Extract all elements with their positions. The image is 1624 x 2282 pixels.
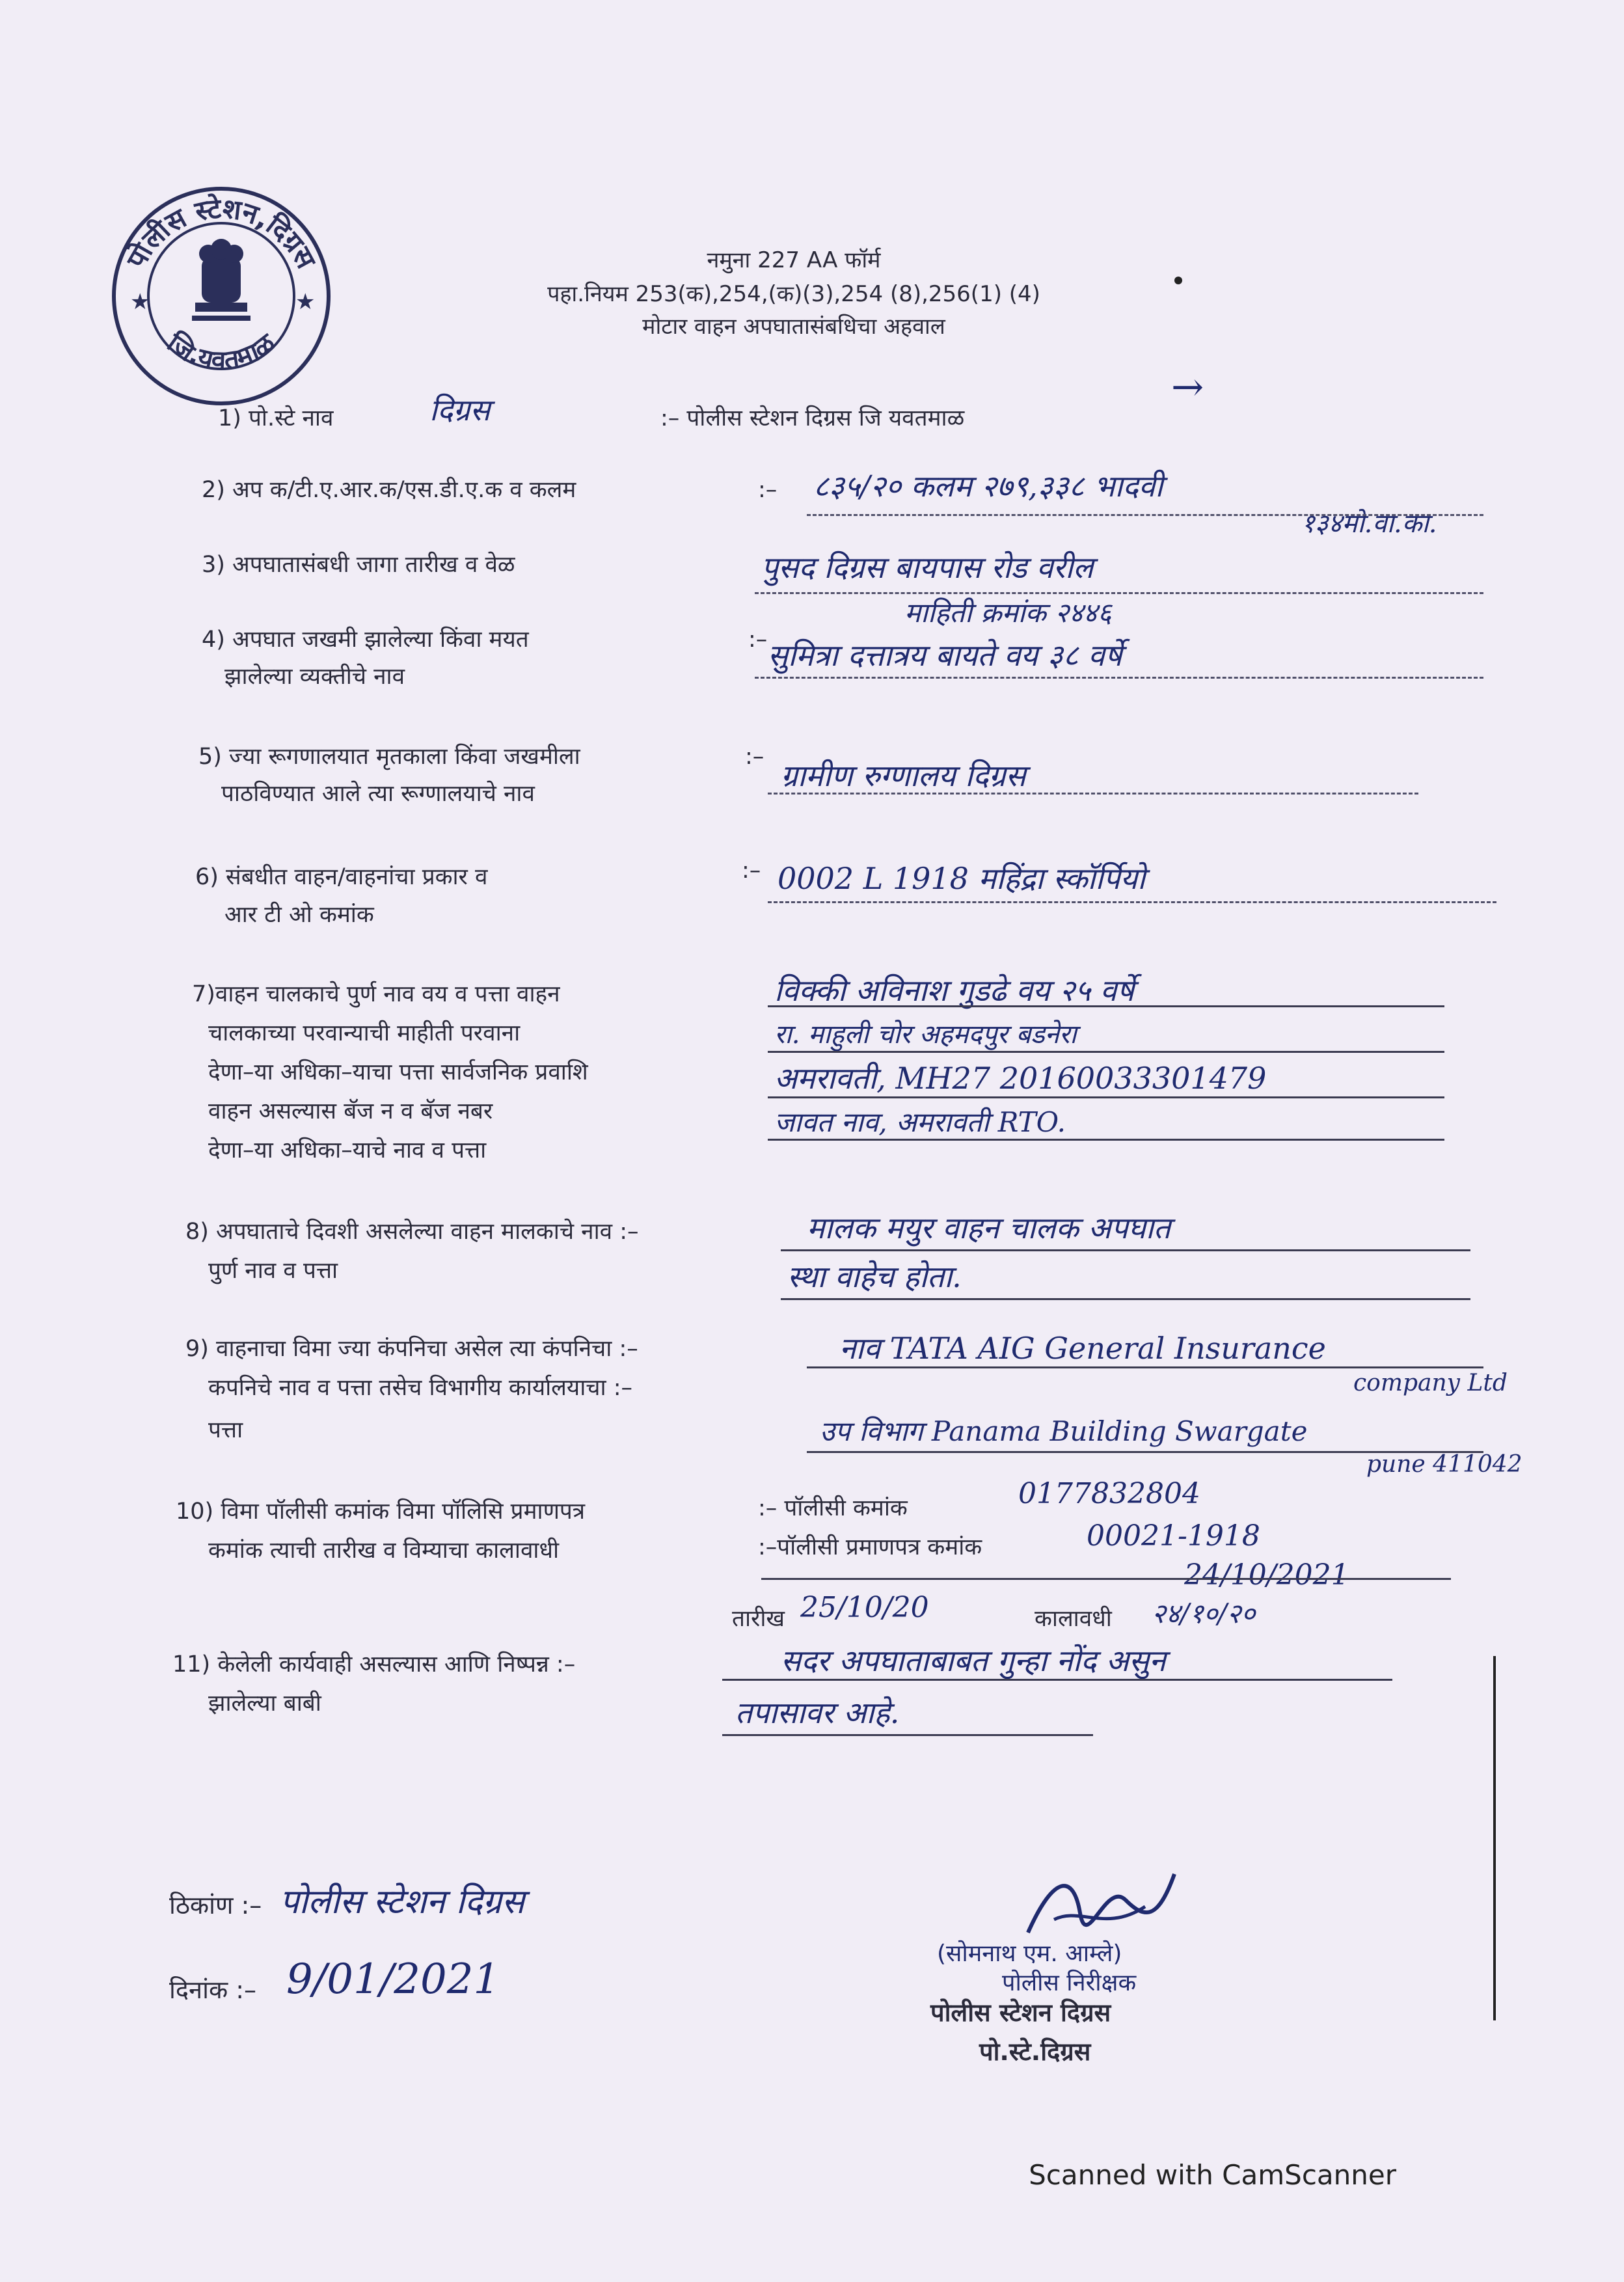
field-9-label-2: कपनिचे नाव व पत्ता तसेच विभागीय कार्यालयाचा :– [208, 1375, 632, 1401]
field-6-label-2: आर टी ओ कमांक [224, 902, 374, 928]
policy-number-label: :– पॉलीसी कमांक [758, 1495, 908, 1521]
certificate-number: 00021-1918 [1087, 1519, 1260, 1553]
policy-date: 24/10/2021 [1184, 1558, 1349, 1592]
field-9-label-1: 9) वाहनाचा विमा ज्या कंपनिचा असेल त्या कंपनिचा :– [185, 1336, 638, 1362]
field-6-label-1: 6) संबधीत वाहन/वाहनांचा प्रकार व [195, 864, 488, 890]
field-9-value-2: company Ltd [1353, 1370, 1508, 1396]
field-2-value-2: १३४मो.वा.का. [1301, 509, 1437, 539]
field-7-label-1: 7)वाहन चालकाचे पुर्ण नाव वय व पत्ता वाहन [192, 981, 560, 1007]
field-7-value-3: अमरावती, MH27 20160033301479 [774, 1061, 1267, 1096]
field-3-value-1: पुसद दिग्रस बायपास रोड वरील [761, 550, 1094, 585]
field-1-label: 1) पो.स्टे नाव [218, 405, 334, 431]
field-7-label-4: वाहन असल्यास बॅज न व बॅज नबर [208, 1098, 493, 1124]
ink-dot [1174, 277, 1182, 284]
field-4-label-2: झालेल्या व्यक्तीचे नाव [224, 664, 405, 690]
tarikh-label: तारीख [732, 1606, 785, 1632]
field-8-label-2: पुर्ण नाव व पत्ता [208, 1258, 338, 1284]
field-9-value-3: उप विभाग Panama Building Swargate [820, 1415, 1308, 1447]
date-value: 9/01/2021 [286, 1955, 500, 2004]
field-8-value-1: मालक मयुर वाहन चालक अपघात [807, 1210, 1171, 1245]
field-7-label-3: देणा–या अधिका–याचा पत्ता सार्वजनिक प्रवाशि [208, 1059, 588, 1085]
margin-line [1493, 1656, 1496, 2020]
field-9-value-4: pune 411042 [1366, 1451, 1522, 1478]
field-5-label-1: 5) ज्या रूगणालयात मृतकाला किंवा जखमीला [198, 744, 580, 770]
field-3-label: 3) अपघातासंबधी जागा तारीख व वेळ [202, 552, 515, 578]
place-label: ठिकांण :– [169, 1891, 262, 1920]
arrow-mark: → [1171, 364, 1204, 410]
form-title: मोटार वाहन अपघातासंबधिचा अहवाल [642, 314, 945, 340]
field-7-value-1: विक्की अविनाश गुडढे वय २५ वर्षे [774, 973, 1134, 1008]
kalavadhi-value: २४/१०/२० [1152, 1597, 1256, 1629]
svg-text:जि.यवतमाळ: जि.यवतमाळ [161, 327, 281, 376]
field-2-value-1: ८३५/२० कलम २७९,३३८ भादवी [813, 469, 1163, 504]
date-label: दिनांक :– [169, 1976, 257, 2004]
svg-text:★: ★ [130, 289, 150, 315]
kalavadhi-label: कालावधी [1035, 1606, 1112, 1632]
field-6-value: 0002 L 1918 महिंद्रा स्कॉर्पियो [778, 861, 1146, 896]
field-7-label-2: चालकाच्या परवान्याची माहीती परवाना [208, 1020, 521, 1046]
rules-reference: पहा.नियम 253(क),254,(क)(3),254 (8),256(1) (4) [547, 281, 1040, 307]
form-number: नमुना 227 AA फॉर्म [707, 247, 881, 273]
scanner-watermark: Scanned with CamScanner [1029, 2159, 1396, 2191]
field-11-label-2: झालेल्या बाबी [208, 1691, 321, 1717]
signatory-name: (सोमनाथ एम. आम्ले) [937, 1940, 1122, 1967]
field-10-label-2: कमांक त्याची तारीख व विम्याचा कालावाधी [208, 1538, 560, 1564]
field-7-label-5: देणा–या अधिका–याचे नाव व पत्ता [208, 1137, 487, 1163]
signatory-designation: पोलीस निरीक्षक [1002, 1970, 1137, 1996]
field-11-label-1: 11) केलेली कार्यवाही असल्यास आणि निष्पन्न :– [172, 1651, 576, 1678]
field-5-label-2: पाठविण्यात आले त्या रूग्णालयाचे नाव [221, 781, 535, 807]
field-8-label-1: 8) अपघाताचे दिवशी असलेल्या वाहन मालकाचे नाव :– [185, 1219, 639, 1245]
field-11-value-1: सदर अपघाताबाबत गुन्हा नोंद असुन [781, 1643, 1166, 1678]
field-4-label-1: 4) अपघात जखमी झालेल्या किंवा मयत [202, 627, 529, 653]
field-2-label: 2) अप क/टी.ए.आर.क/एस.डी.ए.क व कलम [202, 477, 576, 503]
certificate-number-label: :–पॉलीसी प्रमाणपत्र कमांक [758, 1534, 982, 1560]
field-7-value-4: जावत नाव, अमरावती RTO. [774, 1106, 1066, 1138]
tarikh-value: 25/10/20 [800, 1591, 929, 1624]
field-5-value: ग्रामीण रुग्णालय दिग्रस [781, 758, 1026, 793]
svg-text:★: ★ [295, 289, 316, 315]
field-11-value-2: तपासावर आहे. [735, 1695, 900, 1730]
signatory-station: पोलीस स्टेशन दिग्रस [930, 1998, 1111, 2027]
policy-number: 0177832804 [1018, 1477, 1200, 1510]
field-9-value-1: नाव TATA AIG General Insurance [839, 1331, 1326, 1366]
field-10-label-1: 10) विमा पॉलीसी कमांक विमा पॉलिसि प्रमाणपत्र [176, 1499, 586, 1525]
signatory-station-short: पो.स्टे.दिग्रस [979, 2037, 1091, 2066]
field-4-value: सुमित्रा दत्तात्रय बायते वय ३८ वर्षे [768, 638, 1122, 673]
field-1-handwritten: दिग्रस [429, 392, 491, 428]
svg-text:पोलीस स्टेशन,दिग्रस: पोलीस स्टेशन,दिग्रस [120, 192, 323, 274]
field-3-value-2: माहिती क्रमांक २४४६ [904, 597, 1112, 629]
police-station-seal [104, 179, 338, 413]
field-7-value-2: रा. माहुली चोर अहमदपुर बडनेरा [774, 1020, 1077, 1050]
field-1-printed: :– पोलीस स्टेशन दिग्रस जि यवतमाळ [660, 405, 965, 431]
field-8-value-2: स्था वाहेच होता. [787, 1259, 962, 1294]
place-value: पोलीस स्टेशन दिग्रस [280, 1882, 525, 1922]
document-page: पोलीस स्टेशन,दिग्रस जि.यवतमाळ ★ ★ नमुना 227 AA फॉर्म पहा.नियम 253(क),254,(क)(3),254 (8),256(1) (4) मोटार वाहन अपघातासंबधिचा अहवाल → 1) पो.स्टे नाव दिग्रस :– पोलीस स्टेशन दिग्रस जि यवतमाळ 2) अप क/टी.ए.आर.क/एस.डी.ए.क व कलम :– ८३५/२० कलम २७९,३३८ भादवी १३४मो.वा.का. 3) अपघातासंबधी जागा तारीख व वेळ पुसद दिग्रस बायपास रोड वरील माहिती क्रमांक २४४६ 4) अपघात जखमी झालेल्या किंवा मयत झालेल्या व्यक्तीचे नाव :– सुमित्रा दत्तात्रय बायते वय ३८ वर्षे 5) ज्या रूगणालयात मृतकाला किंवा जखमीला पाठविण्यात आले त्या रूग्णालयाचे नाव :– ग्रामीण रुग्णालय दिग्रस 6) संबधीत वाहन/वाहनांचा प्रकार व आर टी ओ कमांक :– 0002 L 1918 महिंद्रा स्कॉर्पियो 7)वाहन चालकाचे पुर्ण नाव वय व पत्ता वाहन चालकाच्या परवान्याची माहीती परवाना देणा–या अधिका–याचा पत्ता सार्वजनिक प्रवाशि वाहन असल्यास बॅज न व बॅज नबर देणा–या अधिका–याचे नाव व पत्ता विक्की अविनाश गुडढे वय २५ वर्षे रा. माहुली चोर अहमदपुर बडनेरा अमरावती, MH27 20160033301479 जावत नाव, अमरावती RTO. 8) अपघाताचे दिवशी असलेल्या वाहन मालकाचे नाव :– पुर्ण नाव व पत्ता मालक मयुर वाहन चालक अपघात स्था वाहेच होता. 9) वाहनाचा विमा ज्या कंपनिचा असेल त्या कंपनिचा :– कपनिचे नाव व पत्ता तसेच विभागीय कार्यालयाचा :– पत्ता नाव TATA AIG General Insurance company Ltd उप विभाग Panama Building Swargate pune 411042 10) विमा पॉलीसी कमांक विमा पॉलिसि प्रमाणपत्र कमांक त्याची तारीख व विम्याचा कालावाधी :– पॉलीसी कमांक 0177832804 :–पॉलीसी प्रमाणपत्र कमांक 00021-1918 24/10/2021 तारीख 25/10/20 कालावधी २४/१०/२० 11) केलेली कार्यवाही असल्यास आणि निष्पन्न :– झालेल्या बाबी सदर अपघाताबाबत गुन्हा नोंद असुन तपासावर आहे. ठिकांण :– पोलीस स्टेशन दिग्रस दिनांक :– 9/01/2021 (सोमनाथ एम. आम्ले) पोलीस निरीक्षक पोलीस स्टेशन दिग्रस पो.स्टे.दिग्रस Scanned with CamScanner [0, 0, 1624, 2282]
field-9-label-3: पत्ता [208, 1417, 243, 1443]
